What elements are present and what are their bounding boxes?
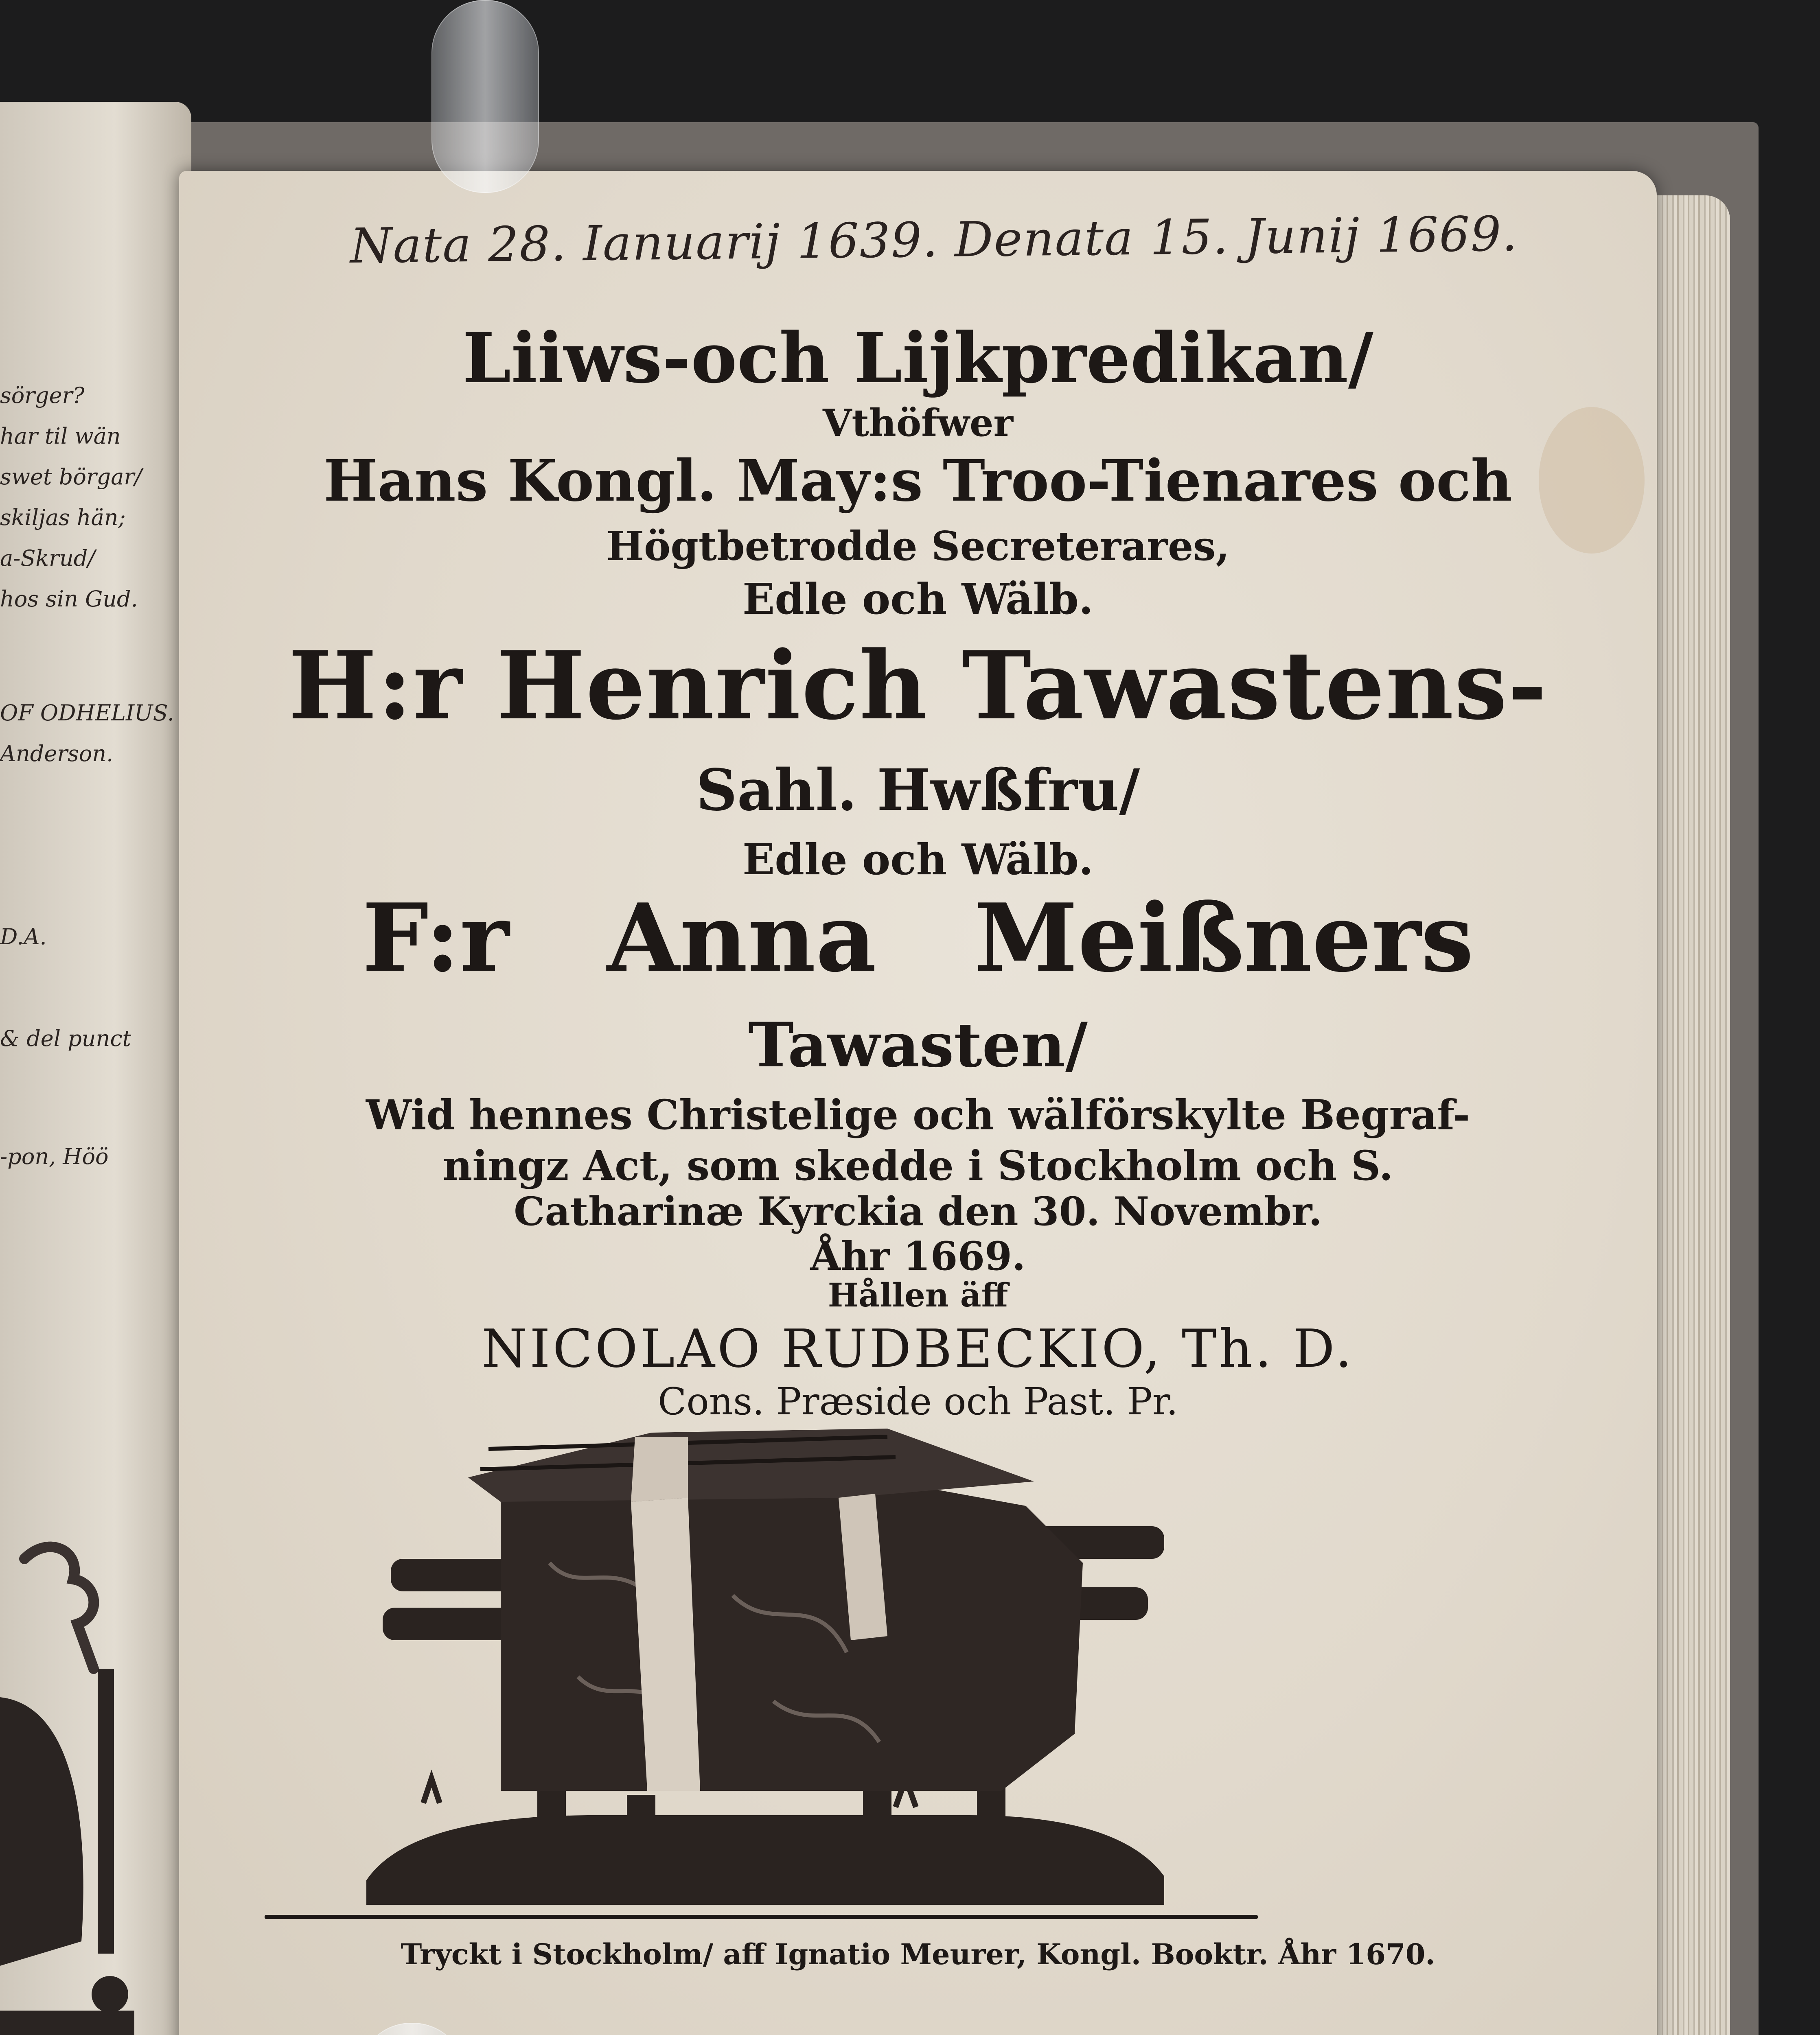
title-line-15: Hållen äff	[828, 1276, 1008, 1314]
title-line-13: Catharinæ Kyrckia den 30. Novembr.	[514, 1188, 1322, 1234]
left-line: swet börgar/	[0, 464, 142, 490]
title-line-9: F:r Anna Meißners	[362, 883, 1474, 993]
left-line: skiljas hän;	[0, 505, 126, 530]
left-woodcut-illustration	[0, 1534, 134, 2035]
title-line-4: Högtbetrodde Secreterares,	[606, 523, 1230, 570]
title-line-12: ningz Act, som skedde i Stockholm och S.	[442, 1142, 1393, 1190]
handwritten-dates: Nata 28. Ianuarij 1639. Denata 15. Junij 1669.	[350, 206, 1518, 274]
title-line-7: Sahl. Hwßfru/	[696, 757, 1140, 824]
title-line-2: Vthöfwer	[823, 401, 1013, 445]
left-page	[0, 102, 191, 2035]
imprint-rule	[265, 1915, 1258, 1919]
title-line-5: Edle och Wälb.	[742, 574, 1093, 624]
title-line-6: H:r Henrich Tawastens-	[288, 631, 1548, 741]
title-line-8: Edle och Wälb.	[742, 834, 1093, 884]
left-line: a-Skrud/	[0, 545, 95, 571]
author-title-line: Cons. Præside och Past. Pr.	[657, 1380, 1178, 1423]
title-line-14: Åhr 1669.	[810, 1233, 1026, 1279]
title-line-3: Hans Kongl. May:s Troo-Tienares och	[323, 448, 1513, 514]
title-line-10: Tawasten/	[748, 1009, 1088, 1081]
title-line-1: Liiws-och Lijkpredikan/	[462, 317, 1374, 399]
left-line: & del punct	[0, 1026, 131, 1051]
coffin-woodcut-illustration	[366, 1424, 1201, 1905]
left-line: sörger?	[0, 383, 85, 408]
left-line: OF ODHELIUS.	[0, 700, 174, 726]
author-line: NICOLAO RUDBECKIO, Th. D.	[482, 1319, 1354, 1379]
top-mounting-clip[interactable]	[431, 0, 539, 193]
title-line-11: Wid hennes Christelige och wälförskylte Begraf-	[366, 1091, 1470, 1139]
left-line: Anderson.	[0, 741, 114, 766]
printer-imprint: Tryckt i Stockholm/ aff Ignatio Meurer, Kongl. Booktr. Åhr 1670.	[401, 1937, 1435, 1971]
left-line: hos sin Gud.	[0, 586, 138, 612]
left-line: D.A.	[0, 924, 47, 950]
left-line: har til wän	[0, 423, 121, 449]
left-line: -pon, Höö	[0, 1144, 109, 1169]
